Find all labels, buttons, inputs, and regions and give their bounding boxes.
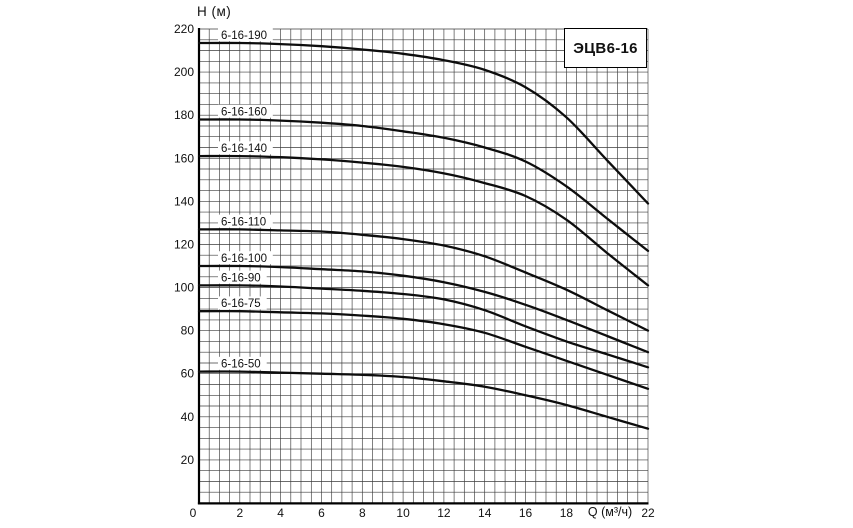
y-tick-label: 40 — [180, 409, 194, 424]
y-axis-label: H (м) — [197, 4, 232, 19]
y-tick-label: 160 — [173, 151, 194, 166]
y-tick-label: 140 — [173, 194, 194, 209]
y-tick-label: 20 — [180, 452, 194, 467]
x-tick-label: 0 — [189, 506, 197, 520]
x-tick-label: 4 — [277, 506, 284, 520]
svg-text:6-16-190: 6-16-190 — [221, 30, 268, 42]
curve-label-6-16-190 — [218, 28, 273, 42]
x-tick-label: 6 — [318, 506, 325, 520]
y-tick-label: 100 — [173, 280, 194, 295]
curve-label-6-16-50 — [218, 357, 267, 371]
curve-labels — [218, 28, 273, 370]
y-tick-label: 80 — [180, 323, 194, 338]
x-tick-label: 8 — [358, 506, 366, 520]
curve-label-6-16-160 — [218, 105, 273, 119]
svg-text:6-16-75: 6-16-75 — [221, 298, 261, 311]
svg-text:6-16-110: 6-16-110 — [221, 216, 267, 229]
y-tick-label: 120 — [173, 237, 194, 252]
y-tick-label: 200 — [173, 65, 194, 80]
y-tick-label: 220 — [173, 22, 194, 36]
svg-text:6-16-100: 6-16-100 — [221, 253, 268, 265]
svg-text:6-16-90: 6-16-90 — [221, 272, 261, 285]
x-tick-label: 14 — [478, 506, 492, 520]
x-tick-label: 12 — [437, 506, 451, 520]
x-tick-label: 22 — [641, 506, 655, 520]
x-tick-label: 2 — [236, 506, 244, 520]
y-tick-label: 180 — [173, 108, 194, 123]
y-tick-label: 60 — [180, 366, 194, 381]
curve-label-6-16-140 — [218, 141, 273, 155]
svg-text:6-16-50: 6-16-50 — [221, 358, 261, 371]
x-tick-label: 18 — [559, 506, 574, 520]
chart-title: ЭЦВ6-16 — [573, 39, 638, 57]
chart-title-box — [564, 28, 647, 68]
curve-label-6-16-110 — [218, 215, 273, 229]
svg-text:6-16-140: 6-16-140 — [221, 143, 268, 156]
x-tick-label: 16 — [518, 506, 533, 520]
curve-label-6-16-75 — [218, 296, 267, 310]
x-axis-label: Q (м³/ч) — [587, 505, 633, 519]
svg-text:6-16-160: 6-16-160 — [221, 106, 268, 119]
x-tick-label: 10 — [396, 506, 410, 520]
curve-label-6-16-100 — [218, 251, 273, 265]
curve-label-6-16-90 — [218, 271, 267, 285]
